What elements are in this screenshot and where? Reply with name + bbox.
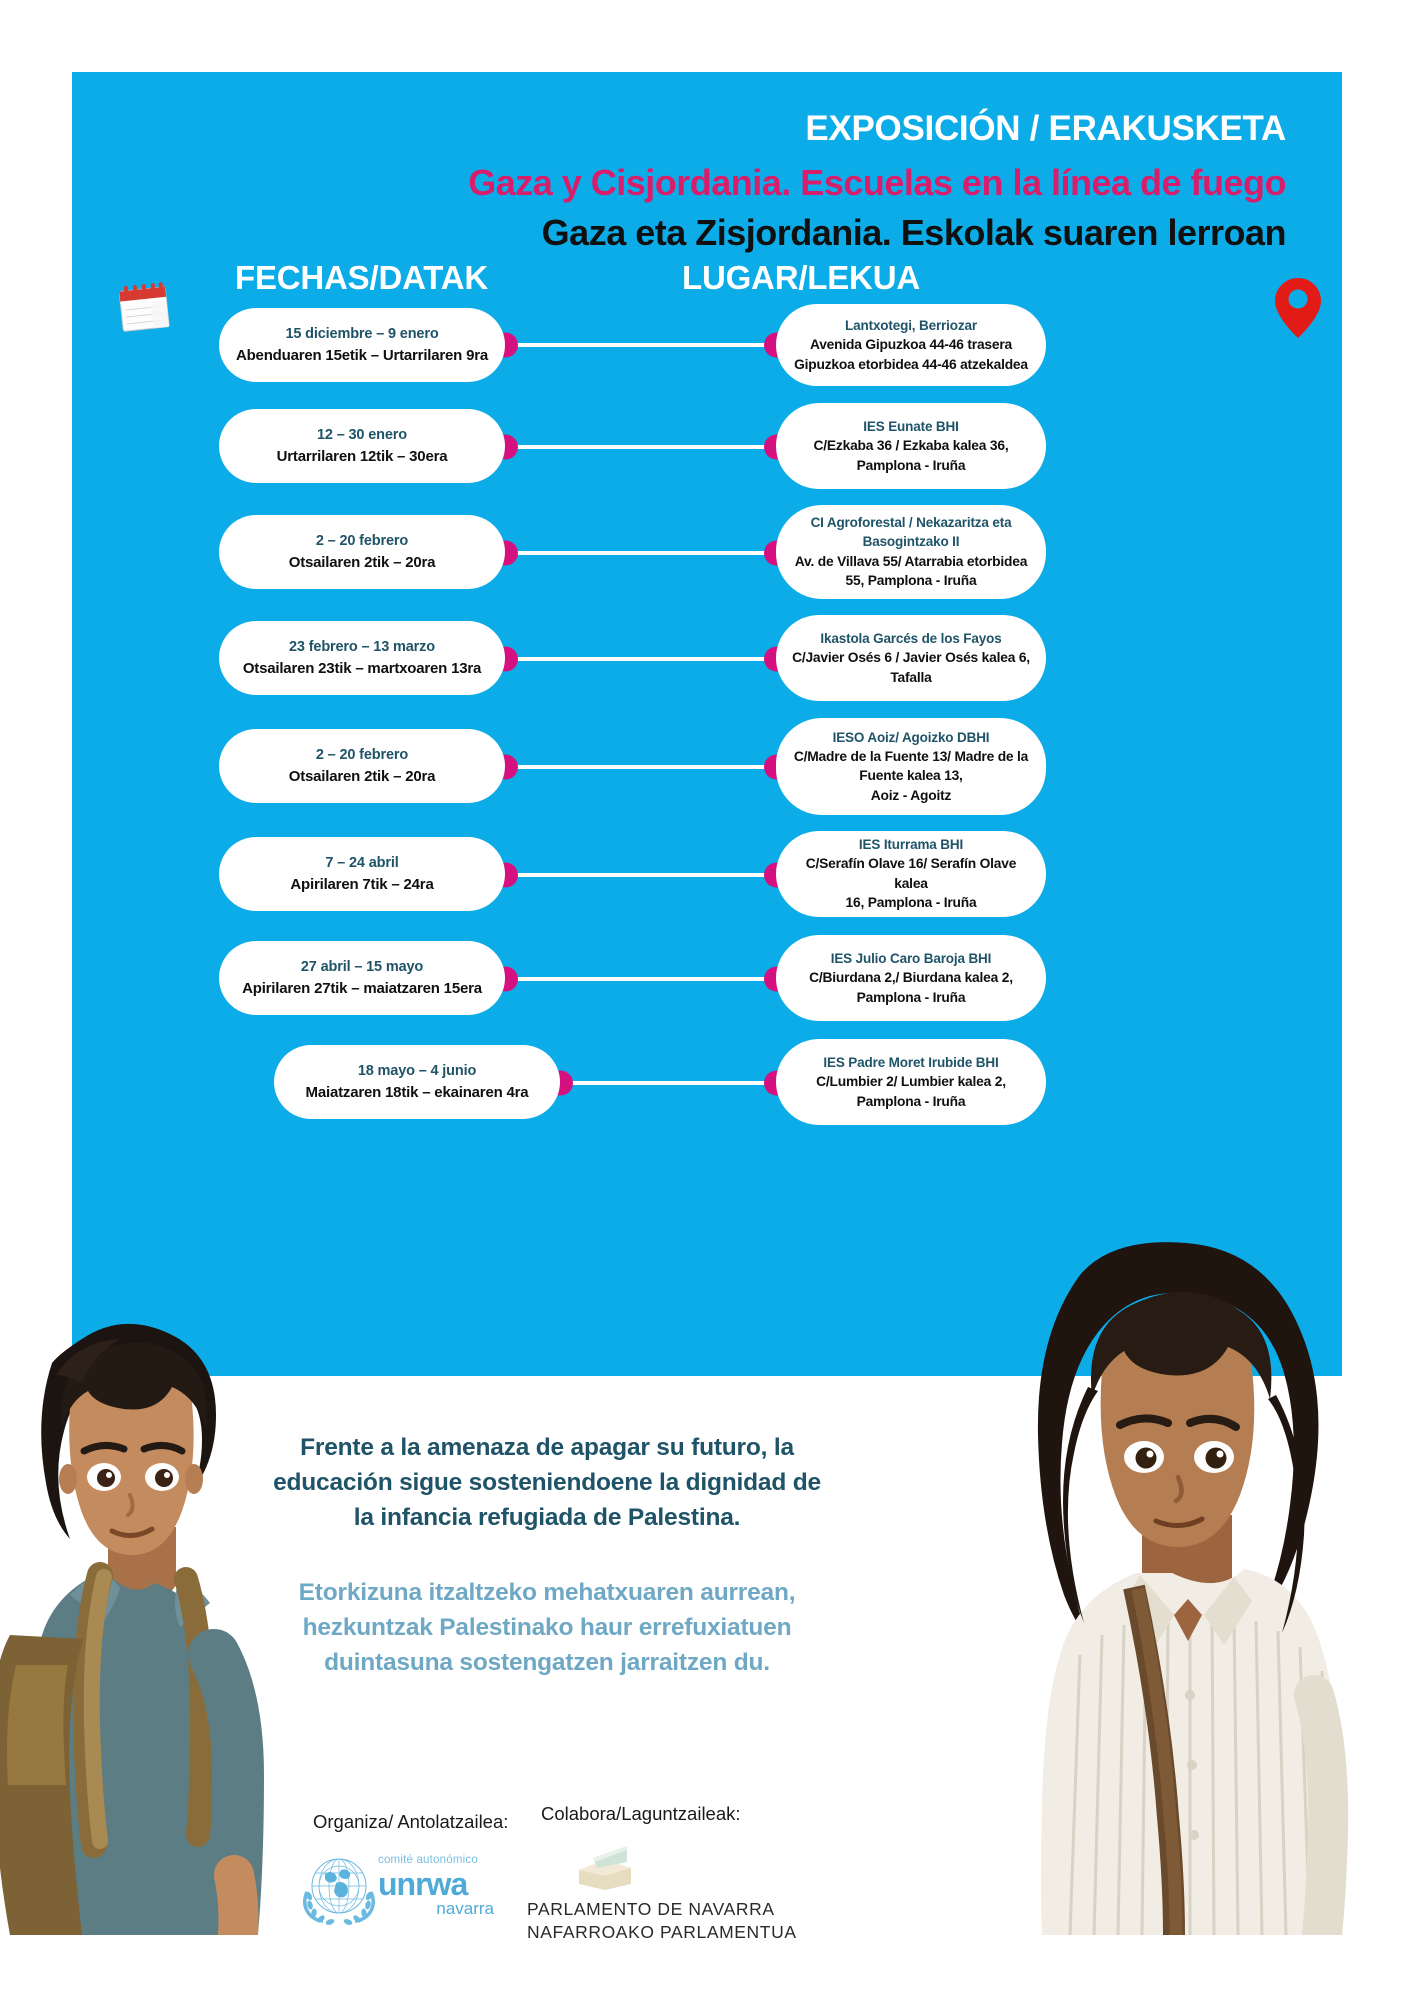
place-address-basque: 55, Pamplona - Iruña [845,573,977,589]
dates-column-heading: FECHAS/DATAK [235,259,489,296]
organiza-label: Organiza/ Antolatzailea: [313,1811,509,1832]
unrwa-subtitle: comité autonómico [378,1854,478,1866]
date-basque: Otsailaren 23tik – martxoaren 13ra [242,659,482,677]
date-spanish: 18 mayo – 4 junio [357,1063,477,1080]
table-row [72,399,1342,494]
row-connector [505,657,776,661]
place-address-basque: Pamplona - Iruña [856,457,966,473]
date-spanish: 12 – 30 enero [317,427,407,444]
date-spanish: 15 diciembre – 9 enero [285,326,439,343]
table-row [72,715,1342,818]
table-row [72,827,1342,922]
place-address-spanish: C/Lumbier 2/ Lumbier kalea 2, [816,1074,1006,1089]
date-basque: Apirilaren 27tik – maiatzaren 15era [242,979,482,997]
row-connector [560,1081,776,1085]
row-connector [505,873,776,877]
colabora-label: Colabora/Laguntzaileak: [541,1803,741,1824]
place-name: IES Julio Caro Baroja BHI [830,950,992,966]
parlamento-line-spanish: PARLAMENTO DE NAVARRA [527,1899,775,1919]
row-connector [505,977,776,981]
table-row [72,611,1342,706]
date-pill[interactable] [219,409,505,483]
parlamento-navarra-logo-icon [575,1844,635,1890]
date-basque: Maiatzaren 18tik – ekainaren 4ra [305,1083,529,1101]
place-name: IES Iturrama BHI [858,837,964,853]
place-address-basque: Gipuzkoa etorbidea 44-46 atzekaldea [794,356,1028,372]
place-pill[interactable] [776,403,1046,489]
parlamento-line-basque: NAFARROAKO PARLAMENTUA [527,1922,797,1943]
place-address-spanish: Av. de Villava 55/ Atarrabia etorbidea [794,553,1028,569]
places-column-heading: LUGAR/LEKUA [682,259,920,296]
row-connector [505,765,776,769]
date-spanish: 2 – 20 febrero [315,533,409,550]
date-pill[interactable] [219,515,505,589]
unrwa-wordmark [378,1855,508,1917]
unrwa-region: navarra [436,1898,494,1918]
unrwa-name: unrwa [378,1865,468,1902]
date-pill[interactable] [219,837,505,911]
place-address-basque: Aoiz - Agoitz [870,787,952,803]
date-pill[interactable] [219,621,505,695]
table-row [72,931,1342,1026]
date-pill[interactable] [274,1045,560,1119]
place-address-basque: Pamplona - Iruña [856,989,966,1005]
place-address-basque: Tafalla [890,669,932,685]
place-pill[interactable] [776,718,1046,815]
place-pill[interactable] [776,615,1046,701]
place-address-spanish: C/Madre de la Fuente 13/ Madre de la Fuente kalea 13, [793,748,1029,784]
date-spanish: 2 – 20 febrero [315,747,409,764]
place-name: IES Padre Moret Irubide BHI [823,1054,999,1070]
place-address-spanish: C/Biurdana 2,/ Biurdana kalea 2, [809,970,1013,985]
place-address-basque: 16, Pamplona - Iruña [845,895,977,911]
date-spanish: 7 – 24 abril [325,855,399,872]
date-pill[interactable] [219,941,505,1015]
place-name: Lantxotegi, Berriozar [845,317,977,333]
parlamento-navarra-wordmark [527,1898,797,1945]
place-name: CI Agroforestal / Nekazaritza eta Basogintzako II [810,515,1012,550]
row-connector [505,343,776,347]
place-pill[interactable] [776,831,1046,917]
date-basque: Otsailaren 2tik – 20ra [288,553,436,571]
table-row [72,1035,1342,1130]
date-pill[interactable] [219,308,505,382]
title-basque: Gaza eta Zisjordania. Eskolak suaren lerroan [541,212,1286,253]
message-spanish: Frente a la amenaza de apagar su futuro, la educación sigue sosteniendoene la dignidad de la infancia refugiada de Palestina. [273,1434,821,1532]
schedule-rows [72,300,1342,1139]
place-name: Ikastola Garcés de los Fayos [820,630,1002,646]
place-name: IESO Aoiz/ Agoizko DBHI [832,729,990,745]
date-basque: Apirilaren 7tik – 24ra [290,875,434,893]
table-row [72,300,1342,390]
place-address-spanish: C/Javier Osés 6 / Javier Osés kalea 6, [792,650,1030,665]
place-pill[interactable] [776,1039,1046,1125]
date-spanish: 23 febrero – 13 marzo [289,639,435,656]
place-pill[interactable] [776,505,1046,599]
place-name: IES Eunate BHI [863,418,959,434]
illustration-girl-with-bag [984,1135,1414,1935]
message-basque: Etorkizuna itzaltzeko mehatxuaren aurrean, hezkuntzak Palestinako haur errefuxiatuen duintasuna sostengatzen jarraitzen du. [298,1579,796,1677]
place-address-spanish: C/Ezkaba 36 / Ezkaba kalea 36, [813,438,1009,453]
place-address-spanish: Avenida Gipuzkoa 44-46 trasera [809,337,1013,352]
date-spanish: 27 abril – 15 mayo [300,959,424,976]
place-pill[interactable] [776,935,1046,1021]
exposition-kicker: EXPOSICIÓN / ERAKUSKETA [805,109,1286,148]
date-pill[interactable] [219,729,505,803]
place-pill[interactable] [776,304,1046,386]
table-row [72,503,1342,602]
date-basque: Otsailaren 2tik – 20ra [288,767,436,785]
row-connector [505,551,776,555]
place-address-spanish: C/Serafín Olave 16/ Serafín Olave kalea [805,856,1017,891]
row-connector [505,445,776,449]
illustration-boy-with-backpack [0,1195,330,1935]
place-address-basque: Pamplona - Iruña [856,1093,966,1109]
title-spanish: Gaza y Cisjordania. Escuelas en la línea de fuego [468,162,1286,203]
date-basque: Abenduaren 15etik – Urtarrilaren 9ra [235,346,489,364]
date-basque: Urtarrilaren 12tik – 30era [276,447,448,465]
